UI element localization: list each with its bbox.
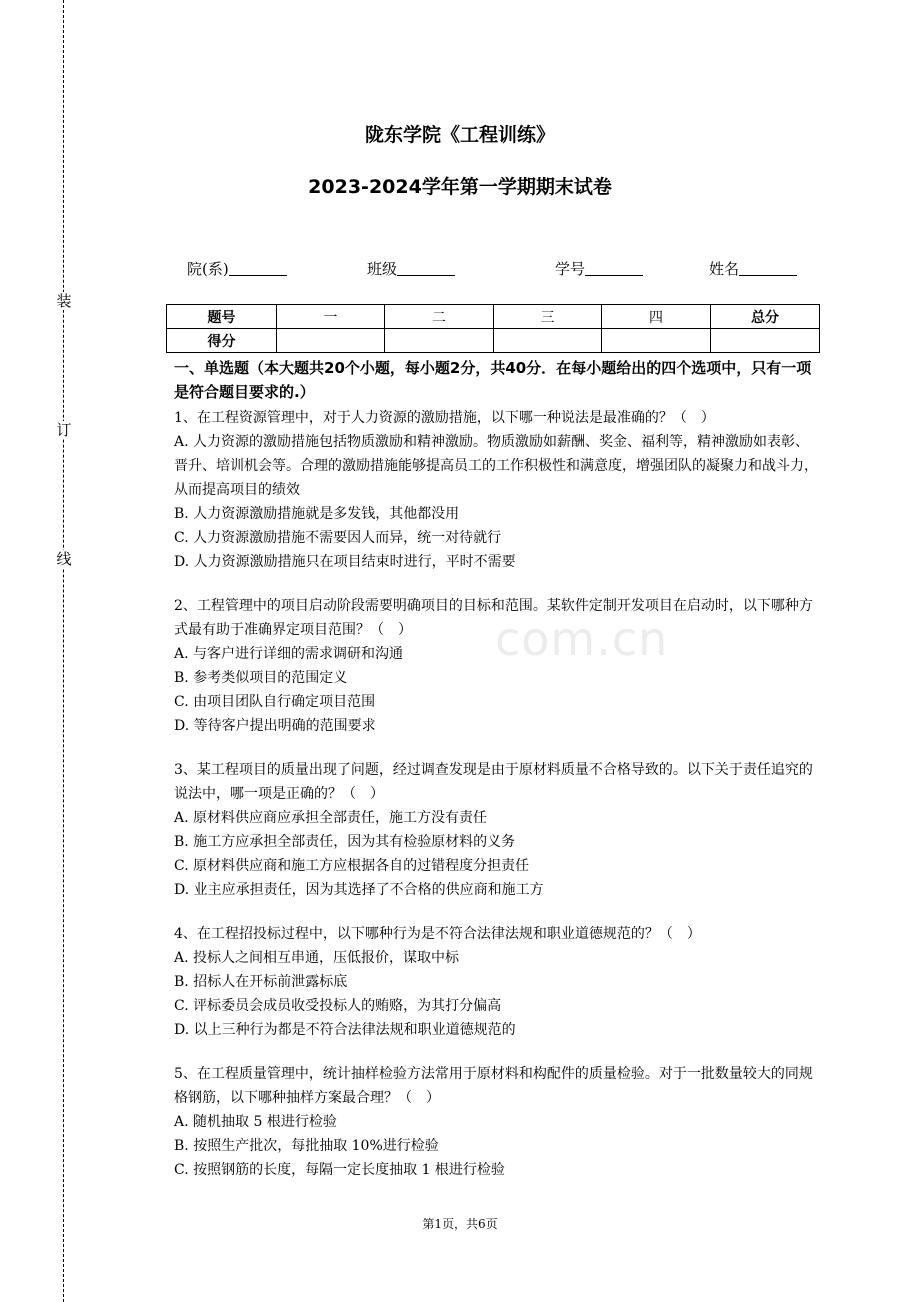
student-id-blank bbox=[585, 259, 643, 276]
score-table-header-row bbox=[167, 305, 820, 329]
page-footer: 第1页，共6页 bbox=[422, 1217, 498, 1231]
question-stem: 3、某工程项目的质量出现了问题，经过调查发现是由于原材料质量不合格导致的。以下关于责任追究的说法中，哪一项是正确的？（ ） bbox=[174, 762, 813, 802]
binding-char-xian: 线 bbox=[56, 550, 72, 568]
score-cell-1 bbox=[277, 329, 385, 353]
question-section bbox=[174, 356, 822, 1182]
name-field bbox=[709, 258, 797, 280]
student-id-field bbox=[555, 258, 643, 280]
option-a: A. 与客户进行详细的需求调研和沟通 bbox=[174, 646, 404, 662]
student-id-label: 学号 bbox=[555, 260, 586, 278]
question-2 bbox=[174, 594, 822, 738]
score-table-col-total: 总分 bbox=[711, 305, 820, 329]
option-c: C. 评标委员会成员收受投标人的贿赂，为其打分偏高 bbox=[174, 998, 502, 1014]
question-1 bbox=[174, 406, 822, 574]
question-stem: 4、在工程招投标过程中，以下哪种行为是不符合法律法规和职业道德规范的？（ ） bbox=[174, 926, 701, 942]
question-5 bbox=[174, 1062, 822, 1182]
option-a: A. 人力资源的激励措施包括物质激励和精神激励。物质激励如薪酬、奖金、福利等，精神激励如表彰、晋升、培训机会等。合理的激励措施能够提高员工的工作积极性和满意度，增强团队的凝聚力和战斗力，从而提高项目的绩效 bbox=[174, 434, 818, 498]
score-table-col-4: 四 bbox=[602, 305, 711, 329]
option-b: B. 招标人在开标前泄露标底 bbox=[174, 974, 348, 990]
name-blank bbox=[739, 259, 797, 276]
score-table-col-2: 二 bbox=[385, 305, 494, 329]
score-table-row-label: 得分 bbox=[167, 329, 277, 353]
watermark: com.cn bbox=[495, 612, 669, 666]
class-label: 班级 bbox=[367, 260, 398, 278]
option-d: D. 以上三种行为都是不符合法律法规和职业道德规范的 bbox=[174, 1022, 516, 1038]
class-blank bbox=[397, 259, 455, 276]
question-stem: 2、工程管理中的项目启动阶段需要明确项目的目标和范围。某软件定制开发项目在启动时，以下哪种方式最有助于准确界定项目范围？（ ） bbox=[174, 598, 813, 638]
class-field bbox=[367, 258, 455, 280]
dept-label: 院(系) bbox=[187, 260, 229, 278]
score-cell-2 bbox=[385, 329, 494, 353]
option-c: C. 原材料供应商和施工方应根据各自的过错程度分担责任 bbox=[174, 858, 530, 874]
question-4 bbox=[174, 922, 822, 1042]
score-cell-total bbox=[711, 329, 820, 353]
option-b: B. 参考类似项目的范围定义 bbox=[174, 670, 348, 686]
score-cell-3 bbox=[494, 329, 602, 353]
score-cell-4 bbox=[602, 329, 711, 353]
option-d: D. 业主应承担责任，因为其选择了不合格的供应商和施工方 bbox=[174, 882, 544, 898]
question-3 bbox=[174, 758, 822, 902]
question-stem: 5、在工程质量管理中，统计抽样检验方法常用于原材料和构配件的质量检验。对于一批数量较大的同规格钢筋，以下哪种抽样方案最合理？（ ） bbox=[174, 1066, 813, 1106]
score-table bbox=[166, 304, 820, 353]
option-a: A. 投标人之间相互串通，压低报价，谋取中标 bbox=[174, 950, 460, 966]
option-c: C. 按照钢筋的长度，每隔一定长度抽取 1 根进行检验 bbox=[174, 1162, 505, 1178]
section-heading: 一、单选题（本大题共20个小题，每小题2分，共40分．在每小题给出的四个选项中，只有一项是符合题目要求的.） bbox=[174, 359, 812, 401]
option-d: D. 人力资源激励措施只在项目结束时进行，平时不需要 bbox=[174, 554, 516, 570]
binding-char-zhuang: 装 bbox=[56, 292, 72, 310]
question-stem: 1、在工程资源管理中，对于人力资源的激励措施，以下哪一种说法是最准确的？（ ） bbox=[174, 410, 715, 426]
exam-title-line1: 陇东学院《工程训练》 bbox=[364, 124, 555, 146]
dept-field bbox=[187, 258, 287, 280]
option-b: B. 按照生产批次，每批抽取 10%进行检验 bbox=[174, 1138, 439, 1154]
score-table-col-3: 三 bbox=[494, 305, 602, 329]
dept-blank bbox=[229, 259, 287, 276]
name-label: 姓名 bbox=[709, 260, 740, 278]
option-a: A. 随机抽取 5 根进行检验 bbox=[174, 1114, 337, 1130]
option-d: D. 等待客户提出明确的范围要求 bbox=[174, 718, 376, 734]
option-b: B. 施工方应承担全部责任，因为其有检验原材料的义务 bbox=[174, 834, 516, 850]
option-b: B. 人力资源激励措施就是多发钱，其他都没用 bbox=[174, 506, 460, 522]
option-c: C. 人力资源激励措施不需要因人而异，统一对待就行 bbox=[174, 530, 502, 546]
option-a: A. 原材料供应商应承担全部责任，施工方没有责任 bbox=[174, 810, 488, 826]
exam-title-line2: 2023-2024学年第一学期期末试卷 bbox=[308, 176, 612, 198]
option-c: C. 由项目团队自行确定项目范围 bbox=[174, 694, 376, 710]
score-table-score-row bbox=[167, 329, 820, 353]
score-table-col-1: 一 bbox=[277, 305, 385, 329]
binding-char-ding: 订 bbox=[56, 421, 72, 439]
score-table-header-label: 题号 bbox=[167, 305, 277, 329]
